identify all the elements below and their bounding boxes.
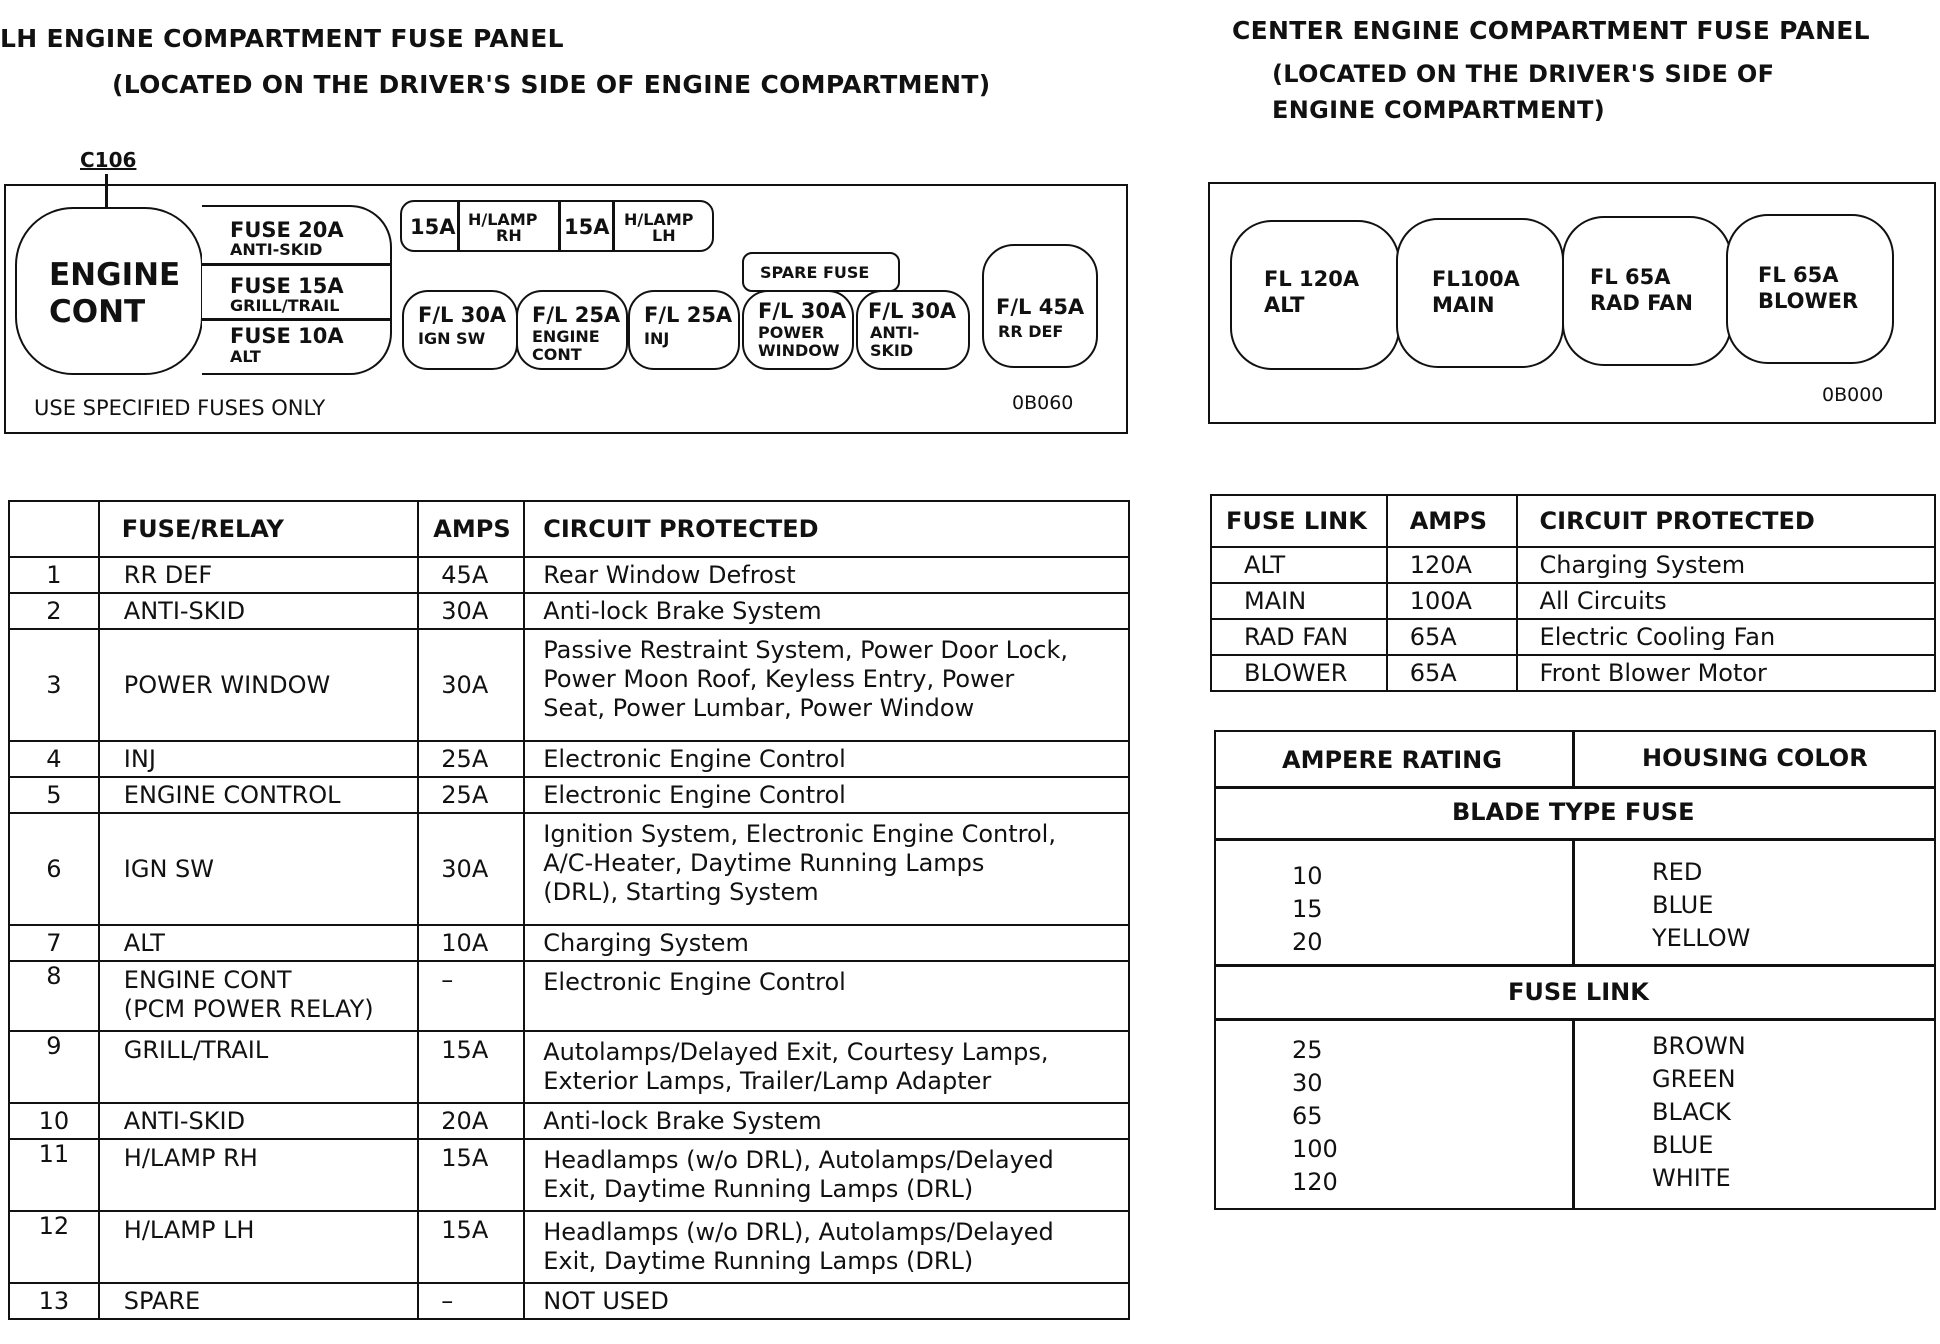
row-fuse-name: H/LAMP LH bbox=[99, 1211, 419, 1283]
row-fuse-name: ANTI-SKID bbox=[99, 593, 419, 629]
table-row bbox=[9, 1211, 1129, 1283]
row-amps: 25A bbox=[418, 741, 524, 777]
row-number: 13 bbox=[9, 1283, 99, 1319]
table-row bbox=[9, 557, 1129, 593]
cfl-blower-label: BLOWER bbox=[1758, 289, 1859, 313]
row-link-amps: 100A bbox=[1387, 583, 1517, 619]
engine-cont-relay bbox=[15, 207, 203, 375]
fl-engine-cont bbox=[516, 290, 628, 370]
table-row bbox=[9, 1031, 1129, 1103]
fuse-alt-label: ALT bbox=[230, 347, 261, 366]
ampere-value: 25 bbox=[1292, 1036, 1323, 1064]
row-amps: 45A bbox=[418, 557, 524, 593]
fl-inj-label: INJ bbox=[644, 329, 670, 348]
hlamp-lh-label-2: LH bbox=[652, 226, 676, 245]
row-link-name: BLOWER bbox=[1211, 655, 1387, 691]
fl-rr-def bbox=[982, 244, 1098, 368]
center-panel-subtitle-2: ENGINE COMPARTMENT) bbox=[1272, 96, 1605, 124]
cfl-blower-rating: FL 65A bbox=[1758, 263, 1839, 287]
fl-power-window-label-2: WINDOW bbox=[758, 341, 840, 360]
header-fuse-relay: FUSE/RELAY bbox=[99, 501, 419, 557]
hlamp-rh-label-2: RH bbox=[496, 226, 522, 245]
header-housing-color: HOUSING COLOR bbox=[1642, 744, 1868, 772]
housing-color-value: BLUE bbox=[1652, 1131, 1714, 1159]
fl-power-window-label-1: POWER bbox=[758, 323, 825, 342]
row-amps: 25A bbox=[418, 777, 524, 813]
row-fuse-name: IGN SW bbox=[99, 813, 419, 925]
row-fuse-name: H/LAMP RH bbox=[99, 1139, 419, 1211]
blade-type-title: BLADE TYPE FUSE bbox=[1452, 798, 1695, 826]
fl-engine-cont-label-1: ENGINE bbox=[532, 327, 600, 346]
ampere-value: 100 bbox=[1292, 1135, 1338, 1163]
row-fuse-name: ENGINE CONTROL bbox=[99, 777, 419, 813]
fuse-link-table bbox=[1210, 494, 1936, 692]
row-circuit: Ignition System, Electronic Engine Control, A/C-Heater, Daytime Running Lamps (DRL), Starting System bbox=[524, 813, 1129, 925]
row-circuit: Electronic Engine Control bbox=[524, 777, 1129, 813]
row-amps: 15A bbox=[418, 1031, 524, 1103]
row-circuit: NOT USED bbox=[524, 1283, 1129, 1319]
fuse-table-header bbox=[9, 501, 1129, 557]
fl-power-window bbox=[742, 290, 854, 370]
hlamp-lh-label-1: H/LAMP bbox=[624, 210, 694, 229]
ampere-value: 10 bbox=[1292, 862, 1323, 890]
row-amps: – bbox=[418, 1283, 524, 1319]
row-amps: 15A bbox=[418, 1139, 524, 1211]
fuse-relay-table bbox=[8, 500, 1130, 1320]
header-no bbox=[9, 501, 99, 557]
row-amps: – bbox=[418, 961, 524, 1031]
row-circuit: Anti-lock Brake System bbox=[524, 1103, 1129, 1139]
row-circuit: Electronic Engine Control bbox=[524, 961, 1129, 1031]
table-row bbox=[9, 777, 1129, 813]
ampere-value: 20 bbox=[1292, 928, 1323, 956]
row-amps: 20A bbox=[418, 1103, 524, 1139]
header-link-amps: AMPS bbox=[1387, 495, 1517, 547]
header-fuse-link: FUSE LINK bbox=[1211, 495, 1387, 547]
fl-ign-sw-rating: F/L 30A bbox=[418, 303, 507, 327]
fuse-grill-trail-label: GRILL/TRAIL bbox=[230, 296, 340, 315]
row-number: 11 bbox=[9, 1139, 99, 1211]
row-fuse-name: ANTI-SKID bbox=[99, 1103, 419, 1139]
link-table-body bbox=[1211, 547, 1935, 691]
hlamp-rh-rating: 15A bbox=[410, 215, 456, 239]
row-number: 6 bbox=[9, 813, 99, 925]
fuse-link-title: FUSE LINK bbox=[1508, 978, 1649, 1006]
row-number: 2 bbox=[9, 593, 99, 629]
row-number: 5 bbox=[9, 777, 99, 813]
ampere-value: 65 bbox=[1292, 1102, 1323, 1130]
row-link-amps: 65A bbox=[1387, 619, 1517, 655]
housing-color-value: WHITE bbox=[1652, 1164, 1731, 1192]
table-row bbox=[1211, 547, 1935, 583]
fl-inj-rating: F/L 25A bbox=[644, 303, 733, 327]
row-circuit: Charging System bbox=[524, 925, 1129, 961]
fl-anti-skid bbox=[856, 290, 970, 370]
table-row bbox=[1211, 619, 1935, 655]
hlamp-rh-label-1: H/LAMP bbox=[468, 210, 538, 229]
housing-color-value: YELLOW bbox=[1652, 924, 1751, 952]
row-amps: 30A bbox=[418, 629, 524, 741]
connector-label: C106 bbox=[80, 148, 137, 172]
row-fuse-name: ALT bbox=[99, 925, 419, 961]
lh-panel-title: LH ENGINE COMPARTMENT FUSE PANEL bbox=[0, 24, 564, 53]
stack-divider-2 bbox=[202, 318, 390, 321]
table-row bbox=[9, 1283, 1129, 1319]
row-number: 8 bbox=[9, 961, 99, 1031]
housing-color-value: BLACK bbox=[1652, 1098, 1731, 1126]
row-number: 12 bbox=[9, 1211, 99, 1283]
cfl-rad-fan bbox=[1562, 216, 1732, 366]
hlamp-lh-rating: 15A bbox=[564, 215, 610, 239]
row-circuit: Autolamps/Delayed Exit, Courtesy Lamps, Exterior Lamps, Trailer/Lamp Adapter bbox=[524, 1031, 1129, 1103]
table-row bbox=[9, 813, 1129, 925]
table-row bbox=[1211, 583, 1935, 619]
ampere-value: 120 bbox=[1292, 1168, 1338, 1196]
fl-anti-skid-label-1: ANTI- bbox=[870, 323, 920, 342]
table-row bbox=[9, 593, 1129, 629]
cfl-alt bbox=[1230, 220, 1400, 370]
housing-color-value: GREEN bbox=[1652, 1065, 1736, 1093]
fl-anti-skid-label-2: SKID bbox=[870, 341, 914, 360]
row-link-circuit: Charging System bbox=[1517, 547, 1935, 583]
row-number: 10 bbox=[9, 1103, 99, 1139]
fl-power-window-rating: F/L 30A bbox=[758, 299, 847, 323]
table-row bbox=[1211, 655, 1935, 691]
housing-color-value: RED bbox=[1652, 858, 1703, 886]
header-circuit: CIRCUIT PROTECTED bbox=[524, 501, 1129, 557]
fl-ign-sw-label: IGN SW bbox=[418, 329, 486, 348]
center-panel-subtitle-1: (LOCATED ON THE DRIVER'S SIDE OF bbox=[1272, 60, 1775, 88]
row-fuse-name: INJ bbox=[99, 741, 419, 777]
stack-divider-1 bbox=[202, 263, 390, 266]
engine-cont-label-1: ENGINE bbox=[49, 257, 181, 293]
table-row bbox=[9, 629, 1129, 741]
row-amps: 15A bbox=[418, 1211, 524, 1283]
stacked-fuse-block bbox=[202, 205, 392, 375]
cfl-blower bbox=[1726, 214, 1894, 364]
fuse-color-table bbox=[1214, 730, 1936, 1210]
row-fuse-name: POWER WINDOW bbox=[99, 629, 419, 741]
table-row bbox=[9, 961, 1129, 1031]
lh-panel-note: USE SPECIFIED FUSES ONLY bbox=[34, 396, 326, 420]
fuse-table-body bbox=[9, 557, 1129, 1319]
center-panel-title: CENTER ENGINE COMPARTMENT FUSE PANEL bbox=[1232, 16, 1870, 45]
lh-panel-subtitle: (LOCATED ON THE DRIVER'S SIDE OF ENGINE COMPARTMENT) bbox=[112, 70, 991, 99]
row-circuit: Passive Restraint System, Power Door Lock, Power Moon Roof, Keyless Entry, Power Seat, Power Lumbar, Power Window bbox=[524, 629, 1129, 741]
header-ampere-rating: AMPERE RATING bbox=[1282, 746, 1502, 774]
cfl-main-rating: FL100A bbox=[1432, 267, 1520, 291]
row-number: 1 bbox=[9, 557, 99, 593]
row-link-name: RAD FAN bbox=[1211, 619, 1387, 655]
cfl-main bbox=[1396, 218, 1564, 368]
row-link-circuit: Electric Cooling Fan bbox=[1517, 619, 1935, 655]
cfl-rad-fan-rating: FL 65A bbox=[1590, 265, 1671, 289]
fuse-grill-trail-rating: FUSE 15A bbox=[230, 274, 344, 298]
housing-color-value: BLUE bbox=[1652, 891, 1714, 919]
center-panel-code: 0B000 bbox=[1822, 384, 1884, 406]
row-circuit: Headlamps (w/o DRL), Autolamps/Delayed Exit, Daytime Running Lamps (DRL) bbox=[524, 1139, 1129, 1211]
engine-cont-label-2: CONT bbox=[49, 294, 146, 330]
ampere-value: 15 bbox=[1292, 895, 1323, 923]
row-amps: 10A bbox=[418, 925, 524, 961]
fuse-anti-skid-label: ANTI-SKID bbox=[230, 240, 323, 259]
housing-color-value: BROWN bbox=[1652, 1032, 1746, 1060]
fl-anti-skid-rating: F/L 30A bbox=[868, 299, 957, 323]
header-link-circuit: CIRCUIT PROTECTED bbox=[1517, 495, 1935, 547]
fuse-anti-skid-rating: FUSE 20A bbox=[230, 218, 344, 242]
fl-rr-def-label: RR DEF bbox=[998, 322, 1064, 341]
row-link-name: MAIN bbox=[1211, 583, 1387, 619]
row-link-amps: 120A bbox=[1387, 547, 1517, 583]
link-table-header bbox=[1211, 495, 1935, 547]
row-circuit: Headlamps (w/o DRL), Autolamps/Delayed Exit, Daytime Running Lamps (DRL) bbox=[524, 1211, 1129, 1283]
row-fuse-name: ENGINE CONT (PCM POWER RELAY) bbox=[99, 961, 419, 1031]
lh-panel-code: 0B060 bbox=[1012, 392, 1074, 414]
fl-engine-cont-label-2: CONT bbox=[532, 345, 582, 364]
row-number: 9 bbox=[9, 1031, 99, 1103]
fl-ign-sw bbox=[402, 290, 518, 370]
table-row bbox=[9, 925, 1129, 961]
row-link-amps: 65A bbox=[1387, 655, 1517, 691]
row-amps: 30A bbox=[418, 813, 524, 925]
row-link-circuit: All Circuits bbox=[1517, 583, 1935, 619]
header-amps: AMPS bbox=[418, 501, 524, 557]
row-circuit: Electronic Engine Control bbox=[524, 741, 1129, 777]
hlamp-fuse-block bbox=[400, 200, 714, 252]
spare-fuse-label: SPARE FUSE bbox=[760, 263, 870, 282]
row-fuse-name: GRILL/TRAIL bbox=[99, 1031, 419, 1103]
fl-inj bbox=[628, 290, 740, 370]
cfl-main-label: MAIN bbox=[1432, 293, 1495, 317]
table-row bbox=[9, 741, 1129, 777]
row-amps: 30A bbox=[418, 593, 524, 629]
row-link-name: ALT bbox=[1211, 547, 1387, 583]
ampere-value: 30 bbox=[1292, 1069, 1323, 1097]
cfl-alt-label: ALT bbox=[1264, 293, 1305, 317]
table-row bbox=[9, 1139, 1129, 1211]
fl-engine-cont-rating: F/L 25A bbox=[532, 303, 621, 327]
fl-rr-def-rating: F/L 45A bbox=[996, 295, 1085, 319]
row-fuse-name: RR DEF bbox=[99, 557, 419, 593]
table-row bbox=[9, 1103, 1129, 1139]
row-circuit: Anti-lock Brake System bbox=[524, 593, 1129, 629]
spare-fuse bbox=[742, 252, 900, 292]
row-number: 7 bbox=[9, 925, 99, 961]
row-number: 4 bbox=[9, 741, 99, 777]
fuse-alt-rating: FUSE 10A bbox=[230, 324, 344, 348]
row-circuit: Rear Window Defrost bbox=[524, 557, 1129, 593]
row-link-circuit: Front Blower Motor bbox=[1517, 655, 1935, 691]
row-number: 3 bbox=[9, 629, 99, 741]
row-fuse-name: SPARE bbox=[99, 1283, 419, 1319]
cfl-alt-rating: FL 120A bbox=[1264, 267, 1360, 291]
cfl-rad-fan-label: RAD FAN bbox=[1590, 291, 1693, 315]
